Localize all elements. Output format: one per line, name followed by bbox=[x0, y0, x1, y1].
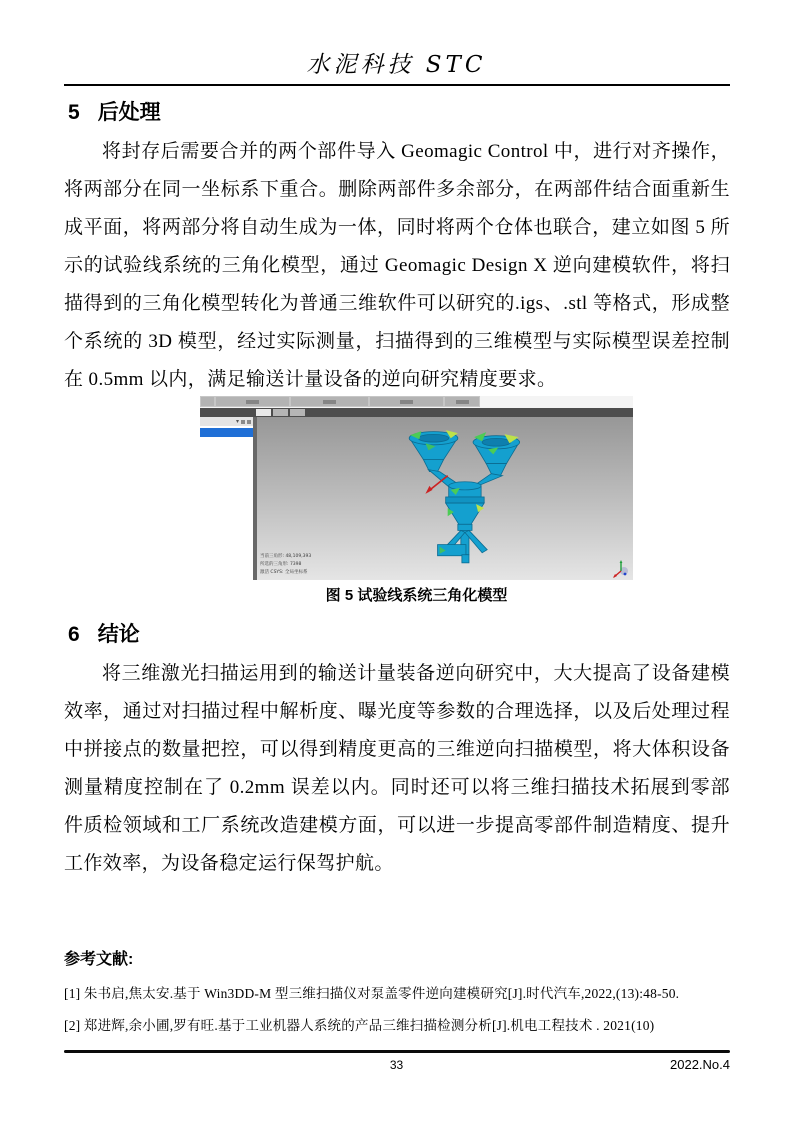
toolbar-segment bbox=[216, 397, 288, 406]
toolbar-label-blur bbox=[246, 400, 259, 404]
toolbar-label-blur bbox=[323, 400, 336, 404]
viewport-status-text bbox=[260, 553, 311, 577]
page-number: 33 bbox=[389, 1058, 404, 1072]
panel-button-icon bbox=[241, 420, 245, 424]
references-title: 参考文献: bbox=[64, 951, 134, 968]
viewport-tab bbox=[273, 409, 288, 416]
axes-triad-icon bbox=[612, 560, 630, 578]
toolbar-segment bbox=[445, 397, 479, 406]
panel-header bbox=[200, 417, 253, 426]
figure-5-screenshot bbox=[200, 396, 633, 580]
toolbar-label-blur bbox=[400, 400, 413, 404]
section-6-number: 6 bbox=[68, 623, 80, 646]
toolbar-label-blur bbox=[456, 400, 469, 404]
toolbar-segment bbox=[201, 397, 214, 406]
reference-item: [1] 朱书启,焦太安.基于 Win3DD-M 型三维扫描仪对泵盖零件逆向建模研究[J].时代汽车,2022,(13):48-50. bbox=[64, 986, 680, 1001]
viewport-tab bbox=[256, 409, 271, 416]
section-6-title: 结论 bbox=[97, 623, 140, 646]
close-icon bbox=[247, 420, 251, 424]
status-line: 激活 CSYS: 全局坐标系 bbox=[260, 570, 308, 575]
screenshot-3d-viewport bbox=[257, 417, 633, 580]
footer-rule bbox=[64, 1050, 730, 1053]
screenshot-tabstrip bbox=[200, 408, 633, 417]
screenshot-side-panel bbox=[200, 417, 253, 580]
section-5-heading bbox=[68, 96, 161, 126]
viewport-tabs bbox=[256, 409, 305, 416]
status-line: 当前三角形: 48,109,393 bbox=[260, 554, 312, 559]
panel-selected-row bbox=[200, 428, 253, 437]
section-5-number: 5 bbox=[68, 101, 80, 124]
section-5-paragraph: 将封存后需要合并的两个部件导入 Geomagic Control 中，进行对齐操作，将两部分在同一坐标系下重合。删除两部件多余部分，在两部件结合面重新生成平面，将两部分将自动生成为一体，同时将两个仓体也联合，建立如图 5 所示的试验线系统的三角化模型，通过 Geomagic Design X 逆向建模软件，将扫描得到的三角化模型转化为普通三维软件可以研究的.igs、.stl 等格式，形成整个系统的 3D 模型，经过实际测量，扫描得到的三维模型与实际模型误差控制在 0.5mm 以内，满足输送计量设备的逆向研究精度要求。 bbox=[64, 141, 730, 390]
toolbar-segment bbox=[370, 397, 444, 406]
issue-label: 2022.No.4 bbox=[670, 1057, 730, 1072]
toolbar-segment bbox=[291, 397, 368, 406]
dropdown-arrow-icon: ▾ bbox=[235, 418, 239, 425]
figure-5-caption: 图 5 试验线系统三角化模型 bbox=[325, 587, 508, 604]
section-6-heading bbox=[68, 618, 140, 648]
section-5-title: 后处理 bbox=[97, 101, 161, 124]
status-line: 所选的三角形: 7398 bbox=[260, 562, 302, 567]
viewport-tab bbox=[290, 409, 305, 416]
journal-header-title: 水泥科技 STC bbox=[306, 52, 487, 78]
reference-item: [2] 郑进辉,余小圃,罗有旺.基于工业机器人系统的产品三维扫描检测分析[J].机电工程技术 . 2021(10) bbox=[64, 1018, 655, 1033]
header-rule bbox=[64, 84, 730, 86]
annotation-arrow-icon bbox=[425, 476, 447, 494]
screenshot-toolbar bbox=[200, 396, 480, 407]
triangulated-model-render bbox=[395, 423, 547, 575]
section-6-paragraph: 将三维激光扫描运用到的输送计量装备逆向研究中，大大提高了设备建模效率，通过对扫描过程中解析度、曝光度等参数的合理选择，以及后处理过程中拼接点的数量把控，可以得到精度更高的三维逆向扫描模型，将大体积设备测量精度控制在了 0.2mm 误差以内。同时还可以将三维扫描技术拓展到零部件质检领域和工厂系统改造建模方面，可以进一步提高零部件制造精度、提升工作效率，为设备稳定运行保驾护航。 bbox=[64, 663, 730, 874]
